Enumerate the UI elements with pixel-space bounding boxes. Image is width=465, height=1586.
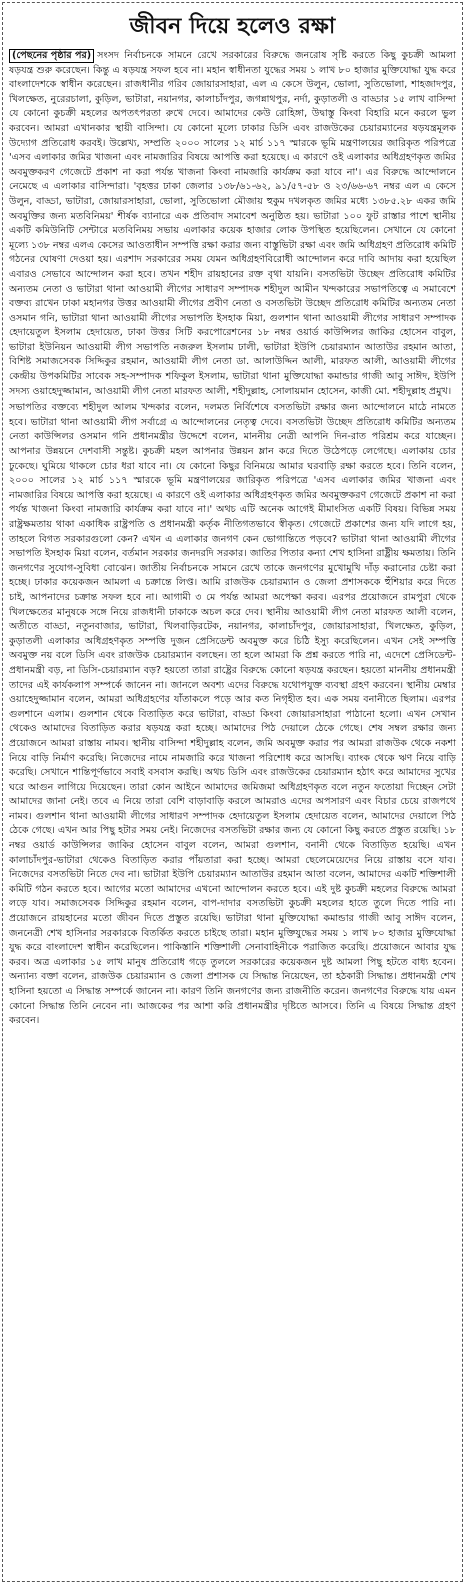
newspaper-clipping bbox=[2, 2, 463, 1582]
headline: জীবন দিয়ে হলেও রক্ষা bbox=[129, 13, 336, 39]
paragraph-2-text: সভাপতির বক্তব্যে শহীদুল আলম খন্দকার বলেন, দলমত নির্বিশেষে বসতভিটা রক্ষার জন্য আন্দোলনে মাঠে নামতে হবে। ভাটারা থানা আওয়ামী লীগ সর্বাগ্রে এ আন্দোলনের নেতৃত্ব দেবে। বসতভিটা উচ্ছেদ প্রতিরোধ কমিটির অন্যতম নেতা কাউন্সিলর ওসমান গনি প্রধানমন্ত্রীর উদ্দেশে বলেন, মাননীয় নেত্রী আপনি দিন-রাত পরিশ্রম করে যাচ্ছেন। আপনার উন্নয়নে দেশবাসী সন্তুষ্ট। কুচক্রী মহল আপনার উন্নয়ন ম্লান করে দিতে উঠেপড়ে লেগেছে। এলাকায় চোর ঢুকেছে। ঘুমিয়ে থাকলে চোর ধরা যাবে না। যে কোনো কিছুর বিনিময়ে আমার ঘরবাড়ি রক্ষা করতে হবে। তিনি বলেন, ২০০০ সালের ১২ মার্চ ১১৭ স্মারকে ভূমি মন্ত্রণালয়ের জারিকৃত পরিপত্রে 'এসব এলাকার জমির খাজনা এবং নামজারির বিষয়ে আপত্তি করা হয়েছে। এ কারণে ওই এলাকার অধিগ্রহণকৃত জমির অবমুক্তকরণ গেজেটে প্রকাশ না করা পর্যন্ত খাজনা কিংবা নামজারি কার্যক্রম করা যাবে না।' অথচ এটি অনেক আগেই মীমাংসিত একটি বিষয়। বিভিন্ন সময় রাষ্ট্রক্ষমতায় থাকা একাধিক রাষ্ট্রপতি ও প্রধানমন্ত্রী কর্তৃক নীতিগতভাবে স্বীকৃত। গেজেটে প্রকাশের জন্য যদি লাগে হয়, তাহলে বিগত সরকারগুলো কেন? এখন এ এলাকার জনগণ কেন ভোগান্তিতে পড়বে? ভাটারা থানা আওয়ামী লীগের সভাপতি ইসহাক মিয়া বলেন, বর্তমান সরকার জনদরদি সরকার। জাতির পিতার কন্যা শেখ হাসিনা রাষ্ট্রীয় ক্ষমতায়। তিনি জনগণের সুযোগ-সুবিধা বোঝেন। জাতীয় নির্বাচনকে সামনে রেখে তাকে জনগণের মুখোমুখি দাঁড় করানোর চেষ্টা করা হচ্ছে। ঢাকার কয়েকজন আমলা এ চক্রান্তে লিপ্ত। আমি রাজউক চেয়ারম্যান ও জেলা প্রশাসককে হুঁশিয়ার করে দিতে চাই, আপনাদের চক্রান্ত সফল হবে না। আগামী ৩ মে পর্যন্ত আমরা অপেক্ষা করব। এরপর প্রয়োজনে রামপুরা থেকে খিলক্ষেতের মানুষকে সঙ্গে নিয়ে রাজধানী ঢাকাকে অচল করে দেব। স্থানীয় আওয়ামী লীগ নেতা মারফত আলী বলেন, অতীতে বাড্ডা, নতুনবাজার, ভাটারা, খিলবাড়িরটেক, নয়ানগর, কালাচাঁদপুর, জোয়ারসাহারা, খিলক্ষেত, কুড়িল, কুড়াতলী এলাকার অধিগ্রহণকৃত সম্পত্তি দুজন প্রেসিডেন্ট অবমুক্ত করে চিঠি ইস্যু করেছিলেন। এখন সেই সম্পত্তি অবমুক্ত নয় বলে ডিসি এবং রাজউক চেয়ারম্যান বলছেন। তা হলে আমরা কি প্রশ্ন করতে পারি না, এদেশে প্রেসিডেন্ট-প্রধানমন্ত্রী বড়, না ডিসি-চেয়ারম্যান বড়? হয়তো তারা রাষ্ট্রের বিরুদ্ধে কোনো ষড়যন্ত্র করছেন। হয়তো মাননীয় প্রধানমন্ত্রী তাদের এই কার্যকলাপ সম্পর্কে জানেন না। জানলে অবশ্য এদের বিরুদ্ধে যথোপযুক্ত ব্যবস্থা গ্রহণ করবেন। স্থানীয় মেম্বার ওয়াহেদুজ্জামান বলেন, আমরা অধিগ্রহণের যাঁতাকলে পড়ে আর কত নিগৃহীত হব। এক সময় বনানীতে ছিলাম। এরপর গুলশানে এলাম। গুলশান থেকে বিতাড়িত করে ভাটারা, বাড্ডা কিংবা জোয়ারসাহারা পাঠানো হলো। এখন সেখান থেকেও আমাদের বিতাড়িত করার ষড়যন্ত্র করা হচ্ছে। আমাদের পিঠ দেয়ালে ঠেকে গেছে। শেষ সম্বল রক্ষার জন্য প্রয়োজনে আমরা রাস্তায় নামব। স্থানীয় বাসিন্দা শহীদুল্লাহ বলেন, জমি অবমুক্ত করার পর আমরা রাজউক থেকে নকশা নিয়ে বাড়ি নির্মাণ করেছি। নিজেদের নামে নামজারি করে খাজনা পরিশোধ করে আসছি। ব্যাংক থেকে ঋণ নিয়ে বাড়ি করেছি। সেখানে শান্তিপূর্ণভাবে সবাই বসবাস করছি। অথচ ডিসি এবং রাজউকের চেয়ারম্যান হঠাৎ করে আমাদের সুখের ঘরে আগুন লাগিয়ে দিয়েছেন। তারা কোন আইনে আমাদের জমিজমা অধিগ্রহণকৃত বলে নতুন ফতোয়া দিচ্ছেন সেটা আমাদের জানা নেই। তবে এ নিয়ে তারা বেশি বাড়াবাড়ি করলে আমরাও এদের অপসারণ এবং বিচার চেয়ে রাজপথে নামব। গুলশান থানা আওয়ামী লীগের সাধারণ সম্পাদক হেদায়েতুল ইসলাম হেদায়েত বলেন, আমাদের দেয়ালে পিঠ ঠেকে গেছে। এখন আর পিছু হটার সময় নেই। নিজেদের বসতভিটা রক্ষার জন্য যে কোনো কিছু করতে প্রস্তুত রয়েছি। ১৮ নম্বর ওয়ার্ড কাউন্সিলর জাকির হোসেন বাবুল বলেন, আমরা গুলশান, বনানী থেকে বিতাড়িত হয়েছি। এখন কালাচাঁদপুর-ভাটারা থেকেও বিতাড়িত করার পাঁয়তারা করা হচ্ছে। আমরা ছেলেমেয়েদের নিয়ে রাস্তায় বসে যাব। নিজেদের বসতভিটা নিতে দেব না। ভাটারা ইউপি চেয়ারম্যান আতাউর রহমান আতা বলেন, আমাদের একটি শক্তিশালী কমিটি গঠন করতে হবে। আগের মতো আমাদের এখনো আন্দোলন করতে হবে। এই দুষ্ট কুচক্রী মহলের বিরুদ্ধে আমরা লড়ে যাব। সমাজসেবক সিদ্দিকুর রহমান বলেন, বাপ-দাদার বসতভিটা কুচক্রী মহলের হাতে তুলে দিতে পারি না। প্রয়োজনে রায়হানের মতো জীবন দিতে প্রস্তুত রয়েছি। ভাটারা থানা মুক্তিযোদ্ধা কমান্ডার গাজী আবু সাঈদ বলেন, জননেত্রী শেখ হাসিনার সরকারকে বিতর্কিত করতে চাইছে তারা। মহান মুক্তিযুদ্ধের সময় ১ লাখ ৮০ হাজার মুক্তিযোদ্ধা যুদ্ধ করে বাংলাদেশ স্বাধীন করেছিলেন। পাকিস্তানি শক্তিশালী সেনাবাহিনীকে পরাজিত করেছি। প্রয়োজনে আবার যুদ্ধ করব। অত্র এলাকার ১৫ লাখ মানুষ প্রতিরোধ গড়ে তুললে সরকারের কয়েকজন দুষ্ট আমলা পিছু হটতে বাধ্য হবেন। অন্যান্য বক্তা বলেন, রাজউক চেয়ারম্যান ও জেলা প্রশাসক যে সিদ্ধান্ত নিয়েছেন, তা হঠকারী সিদ্ধান্ত। প্রধানমন্ত্রী শেখ হাসিনা হয়তো এ সিদ্ধান্ত সম্পর্কে জানেন না। কারণ তিনি জনগণের জন্য রাজনীতি করেন। জনগণের বিরুদ্ধে যায় এমন কোনো সিদ্ধান্ত তিনি নেবেন না। আজকের পর আশা করি প্রধানমন্ত্রীর দৃষ্টিতে আসবে। তিনি এ বিষয়ে সিদ্ধান্ত গ্রহণ করবেন। bbox=[9, 402, 456, 1027]
article-paragraph-1 bbox=[9, 49, 456, 399]
article-paragraph-2 bbox=[9, 401, 456, 1029]
paragraph-1-text: সংসদ নির্বাচনকে সামনে রেখে সরকারের বিরুদ্ধে জনরোষ সৃষ্টি করতে কিছু কুচক্রী আমলা ষড়যন্ত্র শুরু করেছেন। কিন্তু এ ষড়যন্ত্র সফল হবে না। মহান স্বাধীনতা যুদ্ধের সময় ১ লাখ ৮০ হাজার মুক্তিযোদ্ধা যুদ্ধ করে বাংলাদেশকে স্বাধীন করেছেন। রাজধানীর গরিব জোয়ারসাহারা, এল এ কেসে উলুন, ভোলা, সুতিভোলা, শাহজাদপুর, খিলক্ষেত, নুরেরচালা, কুড়িল, ভাটারা, নয়ানগর, কালাচাঁদপুর, জগন্নাথপুর, নর্দা, কুড়াতলী ও বাড্ডার ১৫ লাখ বাসিন্দা যে কোনো কুচক্রী মহলের অপতৎপরতা রুখে দেবে। আমাদের কেউ রোহিঙ্গা, উদ্বাস্তু কিংবা বিহারি মনে করলে ভুল করবেন। আমরা এখানকার স্থায়ী বাসিন্দা। যে কোনো মূল্যে ঢাকার ডিসি এবং রাজউকের চেয়ারম্যানের ষড়যন্ত্রমূলক উদ্যোগ প্রতিরোধ করবই। উল্লেখ্য, সম্প্রতি ২০০০ সালের ১২ মার্চ ১১৭ স্মারকে ভূমি মন্ত্রণালয়ের জারিকৃত পরিপত্রে 'এসব এলাকার জমির খাজনা এবং নামজারির বিষয়ে আপত্তি করা হয়েছে। এ কারণে ওই এলাকার অধিগ্রহণকৃত জমির অবমুক্তকরণ গেজেটে প্রকাশ না করা পর্যন্ত খাজনা কিংবা নামজারি কার্যক্রম করা যাবে না'। এর বিরুদ্ধে আন্দোলনে নেমেছে এ এলাকার বাসিন্দারা। 'বৃহত্তর ঢাকা জেলার ১৩৮/৬১-৬২, ৯১/৫৭-৫৮ ও ২৩/৬৬-৬৭ নম্বর এল এ কেসে উলুন, বাড্ডা, ভাটারা, জোয়ারসাহারা, ভোলা, সুতিভোলা মৌজায় হুকুম দখলকৃত জমির মধ্যে ১৩৮৫.২৮ একর জমি অবমুক্তির জন্য মতবিনিময়' শীর্ষক ব্যানারে এক প্রতিবাদ সমাবেশ অনুষ্ঠিত হয়। ভাটারা ১০০ ফুট রাস্তার পাশে স্থানীয় একটি কমিউনিটি সেন্টারে মতবিনিময় সভায় এলাকার কয়েক হাজার লোক উপস্থিত হয়েছিলেন। সেখানে যে কোনো মূল্যে ১৩৮ নম্বর এলএ কেসের আওতাধীন সম্পত্তি রক্ষা করার জন্য বাস্তুভিটা রক্ষা এবং জমি অধিগ্রহণ প্রতিরোধ কমিটি গঠনের ঘোষণা দেওয়া হয়। এরশাদ সরকারের সময় যেমন অধিগ্রহণবিরোধী আন্দোলন করে দাবি আদায় করা হয়েছিল এবারও সেভাবে আন্দোলন করা হবে। তখন শহীদ রায়হানের রক্ত বৃথা যায়নি। বসতভিটা উচ্ছেদ প্রতিরোধ কমিটির অন্যতম নেতা ও ভাটারা থানা আওয়ামী লীগের সাধারণ সম্পাদক শহীদুল আমীন খন্দকারের সভাপতিত্বে এ সমাবেশে বক্তব্য রাখেন ঢাকা মহানগর উত্তর আওয়ামী লীগের প্রবীণ নেতা ও বসতভিটা উচ্ছেদ প্রতিরোধ কমিটির অন্যতম নেতা ওসমান গনি, ভাটারা থানা আওয়ামী লীগের সভাপতি ইসহাক মিয়া, গুলশান থানা আওয়ামী লীগের সাধারণ সম্পাদক হেদায়েতুল ইসলাম হেদায়েত, ঢাকা উত্তর সিটি করপোরেশনের ১৮ নম্বর ওয়ার্ড কাউন্সিলর জাকির হোসেন বাবুল, ভাটারা ইউনিয়ন আওয়ামী লীগ সভাপতি নজরুল ইসলাম ঢালী, ভাটারা ইউপি চেয়ারম্যান আতাউর রহমান আতা, বিশিষ্ট সমাজসেবক সিদ্দিকুর রহমান, আওয়ামী লীগ নেতা ডা. আলাউদ্দিন আলী, মারফত আলী, আওয়ামী লীগের কেন্দ্রীয় উপকমিটির সাবেক সহ-সম্পাদক শফিকুল ইসলাম, ভাটারা থানা মুক্তিযোদ্ধা কমান্ডার গাজী আবু সাঈদ, ইউপি সদস্য ওয়াহেদুজ্জামান, আওয়ামী লীগ নেতা মারফত আলী, শহীদুল্লাহ, সোলায়মান হোসেন, কাজী মো. শহীদুল্লাহ প্রমুখ। bbox=[9, 50, 456, 397]
continued-from-tag: (পেছনের পৃষ্ঠার পর) bbox=[9, 49, 94, 63]
